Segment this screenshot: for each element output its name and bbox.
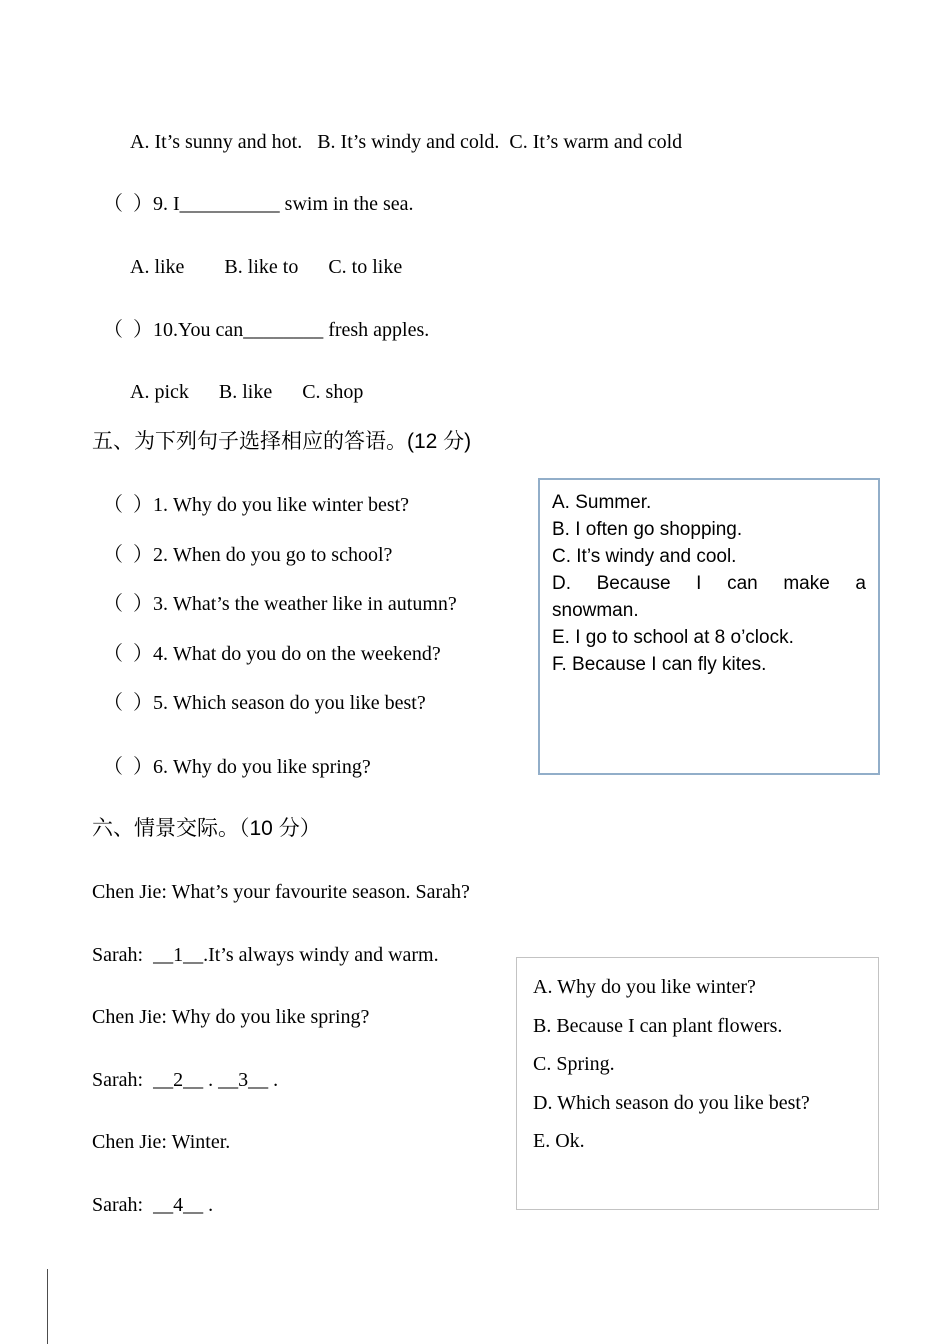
answer-option-b: B. I often go shopping. xyxy=(552,519,743,540)
answer-option-d: D. Which season do you like best? xyxy=(533,1091,810,1114)
dialog-line-1: Chen Jie: What’s your favourite season. Sarah? xyxy=(92,881,470,903)
answer-option-d-line1: D. Because I can make a xyxy=(552,573,866,594)
section5-question-5: （ ）5. Which season do you like best? xyxy=(103,692,426,714)
answer-option-a: A. Summer. xyxy=(552,492,652,513)
section5-answers-box xyxy=(538,478,880,775)
dialog-line-3: Chen Jie: Why do you like spring? xyxy=(92,1006,370,1028)
section5-question-2: （ ）2. When do you go to school? xyxy=(103,544,393,566)
answer-option-f: F. Because I can fly kites. xyxy=(552,654,767,675)
answer-option-a: A. Why do you like winter? xyxy=(533,976,756,998)
dialog-line-6: Sarah: __4__ . xyxy=(92,1194,214,1216)
dialog-line-5: Chen Jie: Winter. xyxy=(92,1131,231,1153)
answer-option-b: B. Because I can plant flowers. xyxy=(533,1014,783,1037)
section5-question-4: （ ）4. What do you do on the weekend? xyxy=(103,643,441,665)
section6-answers-box xyxy=(516,957,879,1210)
section5-question-3: （ ）3. What’s the weather like in autumn? xyxy=(103,593,457,615)
q9-stem: （ ）9. I__________ swim in the sea. xyxy=(103,193,414,215)
answer-option-c: C. It’s windy and cool. xyxy=(552,546,737,567)
q9-options: A. like B. like to C. to like xyxy=(130,256,403,278)
section5-question-6: （ ）6. Why do you like spring? xyxy=(103,756,371,778)
q8-options: A. It’s sunny and hot. B. It’s windy and cold. C. It’s warm and cold xyxy=(130,131,683,153)
dialog-line-2: Sarah: __1__.It’s always windy and warm. xyxy=(92,944,439,966)
section5-heading: 五、为下列句子选择相应的答语。(12 分) xyxy=(92,430,472,453)
answer-option-d-line2: snowman. xyxy=(552,600,639,621)
q10-options: A. pick B. like C. shop xyxy=(130,381,364,403)
answer-option-c: C. Spring. xyxy=(533,1053,615,1075)
section5-question-1: （ ）1. Why do you like winter best? xyxy=(103,494,410,516)
dialog-line-4: Sarah: __2__ . __3__ . xyxy=(92,1069,279,1091)
q10-stem: （ ）10.You can________ fresh apples. xyxy=(103,319,430,341)
section6-heading: 六、情景交际。（10 分） xyxy=(92,817,321,840)
answer-option-e: E. I go to school at 8 o’clock. xyxy=(552,627,794,648)
answer-option-e: E. Ok. xyxy=(533,1130,585,1152)
page-edge-line xyxy=(47,1269,48,1344)
